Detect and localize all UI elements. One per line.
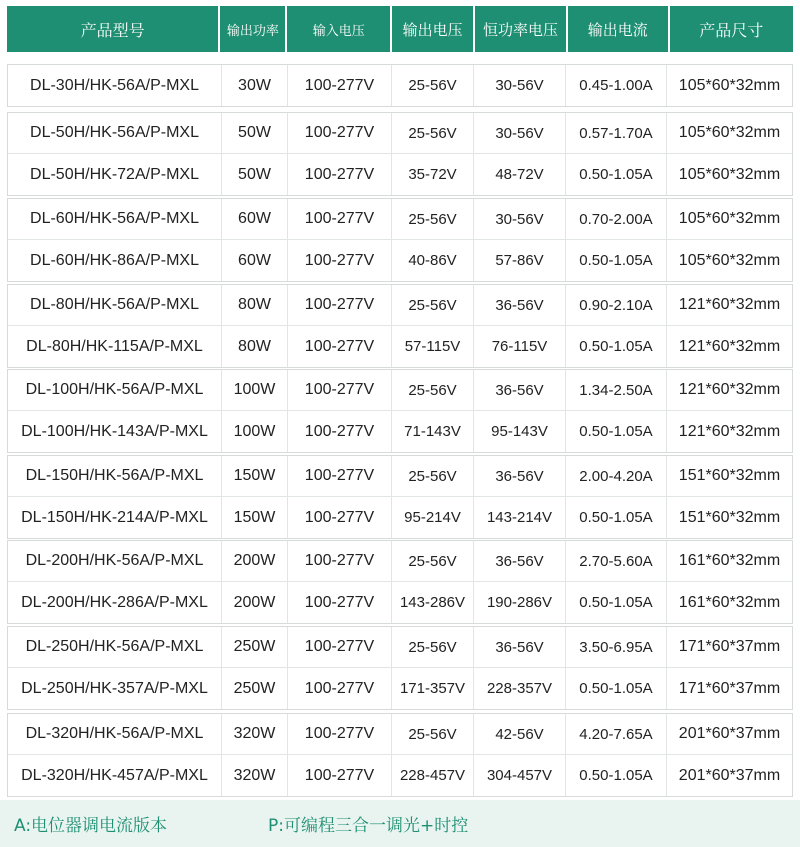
table-group xyxy=(7,713,793,797)
cell-input-voltage: 100-277V xyxy=(288,199,392,239)
cell-size: 171*60*37mm xyxy=(678,679,781,697)
table-group xyxy=(7,64,793,107)
cell-power: 320W xyxy=(222,755,288,796)
cell-model: DL-200H/HK-286A/P-MXL xyxy=(8,582,222,623)
cell-input-voltage: 100-277V xyxy=(288,113,392,153)
cell-power: 100W xyxy=(222,370,288,410)
cell-current: 3.50-6.95A xyxy=(566,627,667,667)
cell-model: DL-50H/HK-72A/P-MXL xyxy=(8,154,222,195)
cell-current: 0.50-1.05A xyxy=(566,154,667,195)
cell-power: 60W xyxy=(222,240,288,281)
cell-cp-voltage: 30-56V xyxy=(474,199,566,239)
table-group xyxy=(7,540,793,624)
cell-model: DL-60H/HK-86A/P-MXL xyxy=(8,240,222,281)
cell-input-voltage: 100-277V xyxy=(288,370,392,410)
cell-output-voltage: 25-56V xyxy=(392,714,474,754)
cell-model: DL-150H/HK-56A/P-MXL xyxy=(8,456,222,496)
cell-power: 250W xyxy=(222,668,288,709)
cell-input-voltage: 100-277V xyxy=(288,154,392,195)
cell-size: 121*60*32mm xyxy=(678,381,781,398)
cell-model: DL-250H/HK-56A/P-MXL xyxy=(8,627,222,667)
cell-power: 60W xyxy=(222,199,288,239)
cell-power: 50W xyxy=(222,154,288,195)
table-row xyxy=(8,370,792,411)
note-p: P:可编程三合一调光+时控 xyxy=(268,816,469,836)
cell-size: 105*60*32mm xyxy=(678,165,781,183)
cell-input-voltage: 100-277V xyxy=(288,326,392,367)
cell-size: 151*60*32mm xyxy=(678,467,781,484)
cell-input-voltage: 100-277V xyxy=(288,582,392,623)
cell-input-voltage: 100-277V xyxy=(288,497,392,538)
cell-power: 30W xyxy=(222,65,288,106)
cell-power: 80W xyxy=(222,285,288,325)
cell-input-voltage: 100-277V xyxy=(288,668,392,709)
cell-size: 121*60*32mm xyxy=(678,296,781,313)
cell-output-voltage: 25-56V xyxy=(392,456,474,496)
header-output-voltage: 输出电压 xyxy=(392,6,473,52)
cell-input-voltage: 100-277V xyxy=(288,714,392,754)
cell-current: 4.20-7.65A xyxy=(566,714,667,754)
cell-current: 2.00-4.20A xyxy=(566,456,667,496)
table-row xyxy=(8,456,792,497)
cell-power: 150W xyxy=(222,497,288,538)
cell-output-voltage: 25-56V xyxy=(392,285,474,325)
cell-power: 200W xyxy=(222,541,288,581)
cell-current: 0.70-2.00A xyxy=(566,199,667,239)
cell-size: 201*60*37mm xyxy=(678,766,781,784)
cell-size: 105*60*32mm xyxy=(678,124,781,141)
cell-model: DL-80H/HK-115A/P-MXL xyxy=(8,326,222,367)
cell-cp-voltage: 304-457V xyxy=(474,755,566,796)
cell-cp-voltage: 57-86V xyxy=(474,240,566,281)
cell-cp-voltage: 30-56V xyxy=(474,113,566,153)
cell-power: 250W xyxy=(222,627,288,667)
cell-input-voltage: 100-277V xyxy=(288,285,392,325)
cell-output-voltage: 25-56V xyxy=(392,370,474,410)
cell-current: 0.45-1.00A xyxy=(566,65,667,106)
cell-power: 80W xyxy=(222,326,288,367)
table-header xyxy=(7,6,793,52)
table-row xyxy=(8,714,792,755)
table-group xyxy=(7,626,793,710)
cell-size: 201*60*37mm xyxy=(678,725,781,742)
cell-model: DL-100H/HK-143A/P-MXL xyxy=(8,411,222,452)
cell-cp-voltage: 228-357V xyxy=(474,668,566,709)
cell-output-voltage: 25-56V xyxy=(392,113,474,153)
cell-current: 0.50-1.05A xyxy=(566,497,667,538)
cell-size: 151*60*32mm xyxy=(678,508,781,526)
cell-current: 1.34-2.50A xyxy=(566,370,667,410)
table-group xyxy=(7,369,793,453)
cell-model: DL-30H/HK-56A/P-MXL xyxy=(8,65,222,106)
cell-cp-voltage: 36-56V xyxy=(474,541,566,581)
cell-size: 171*60*37mm xyxy=(678,638,781,655)
cell-input-voltage: 100-277V xyxy=(288,755,392,796)
table-group xyxy=(7,284,793,368)
cell-size: 105*60*32mm xyxy=(678,210,781,227)
cell-model: DL-150H/HK-214A/P-MXL xyxy=(8,497,222,538)
cell-output-voltage: 171-357V xyxy=(392,668,474,709)
cell-model: DL-200H/HK-56A/P-MXL xyxy=(8,541,222,581)
cell-input-voltage: 100-277V xyxy=(288,541,392,581)
cell-current: 0.57-1.70A xyxy=(566,113,667,153)
cell-output-voltage: 25-56V xyxy=(392,199,474,239)
cell-model: DL-60H/HK-56A/P-MXL xyxy=(8,199,222,239)
cell-output-voltage: 35-72V xyxy=(392,154,474,195)
cell-power: 320W xyxy=(222,714,288,754)
cell-current: 2.70-5.60A xyxy=(566,541,667,581)
cell-cp-voltage: 30-56V xyxy=(474,65,566,106)
table-row xyxy=(8,113,792,154)
cell-model: DL-50H/HK-56A/P-MXL xyxy=(8,113,222,153)
table-row xyxy=(8,326,792,367)
cell-size: 161*60*32mm xyxy=(678,552,781,569)
cell-output-voltage: 95-214V xyxy=(392,497,474,538)
cell-size: 161*60*32mm xyxy=(678,593,781,611)
cell-current: 0.50-1.05A xyxy=(566,582,667,623)
cell-power: 100W xyxy=(222,411,288,452)
cell-input-voltage: 100-277V xyxy=(288,411,392,452)
cell-model: DL-320H/HK-56A/P-MXL xyxy=(8,714,222,754)
cell-current: 0.50-1.05A xyxy=(566,411,667,452)
cell-current: 0.50-1.05A xyxy=(566,240,667,281)
cell-size: 121*60*32mm xyxy=(678,337,781,355)
table-row xyxy=(8,668,792,709)
cell-size: 121*60*32mm xyxy=(678,422,781,440)
table-row xyxy=(8,497,792,538)
header-output-power: 输出功率 xyxy=(220,6,285,52)
cell-cp-voltage: 190-286V xyxy=(474,582,566,623)
header-model: 产品型号 xyxy=(7,6,218,52)
table-row xyxy=(8,627,792,668)
cell-current: 0.50-1.05A xyxy=(566,668,667,709)
table-row xyxy=(8,199,792,240)
cell-cp-voltage: 36-56V xyxy=(474,285,566,325)
cell-input-voltage: 100-277V xyxy=(288,627,392,667)
header-output-current: 输出电流 xyxy=(568,6,668,52)
table-row xyxy=(8,65,792,106)
cell-output-voltage: 228-457V xyxy=(392,755,474,796)
cell-output-voltage: 40-86V xyxy=(392,240,474,281)
table-row xyxy=(8,154,792,195)
cell-power: 200W xyxy=(222,582,288,623)
note-a: A:电位器调电流版本 xyxy=(14,816,168,836)
cell-size: 105*60*32mm xyxy=(678,76,781,94)
header-input-voltage: 输入电压 xyxy=(287,6,390,52)
cell-cp-voltage: 36-56V xyxy=(474,456,566,496)
cell-current: 0.50-1.05A xyxy=(566,326,667,367)
cell-cp-voltage: 36-56V xyxy=(474,370,566,410)
cell-size: 105*60*32mm xyxy=(678,251,781,269)
table-row xyxy=(8,240,792,281)
cell-current: 0.90-2.10A xyxy=(566,285,667,325)
cell-output-voltage: 57-115V xyxy=(392,326,474,367)
table-group xyxy=(7,112,793,196)
header-constant-power-voltage: 恒功率电压 xyxy=(475,6,566,52)
cell-cp-voltage: 143-214V xyxy=(474,497,566,538)
table-row xyxy=(8,755,792,796)
cell-output-voltage: 71-143V xyxy=(392,411,474,452)
cell-model: DL-100H/HK-56A/P-MXL xyxy=(8,370,222,410)
table-row xyxy=(8,411,792,452)
cell-power: 50W xyxy=(222,113,288,153)
table-row xyxy=(8,582,792,623)
cell-cp-voltage: 76-115V xyxy=(474,326,566,367)
cell-power: 150W xyxy=(222,456,288,496)
cell-cp-voltage: 95-143V xyxy=(474,411,566,452)
cell-input-voltage: 100-277V xyxy=(288,65,392,106)
table-row xyxy=(8,285,792,326)
cell-cp-voltage: 48-72V xyxy=(474,154,566,195)
cell-input-voltage: 100-277V xyxy=(288,240,392,281)
cell-current: 0.50-1.05A xyxy=(566,755,667,796)
cell-model: DL-80H/HK-56A/P-MXL xyxy=(8,285,222,325)
table-row xyxy=(8,541,792,582)
cell-output-voltage: 143-286V xyxy=(392,582,474,623)
table-group xyxy=(7,198,793,282)
footer-notes xyxy=(0,800,800,847)
cell-model: DL-250H/HK-357A/P-MXL xyxy=(8,668,222,709)
cell-output-voltage: 25-56V xyxy=(392,627,474,667)
header-size: 产品尺寸 xyxy=(670,6,793,52)
cell-cp-voltage: 42-56V xyxy=(474,714,566,754)
cell-model: DL-320H/HK-457A/P-MXL xyxy=(8,755,222,796)
table-group xyxy=(7,455,793,539)
cell-output-voltage: 25-56V xyxy=(392,65,474,106)
cell-cp-voltage: 36-56V xyxy=(474,627,566,667)
cell-output-voltage: 25-56V xyxy=(392,541,474,581)
cell-input-voltage: 100-277V xyxy=(288,456,392,496)
